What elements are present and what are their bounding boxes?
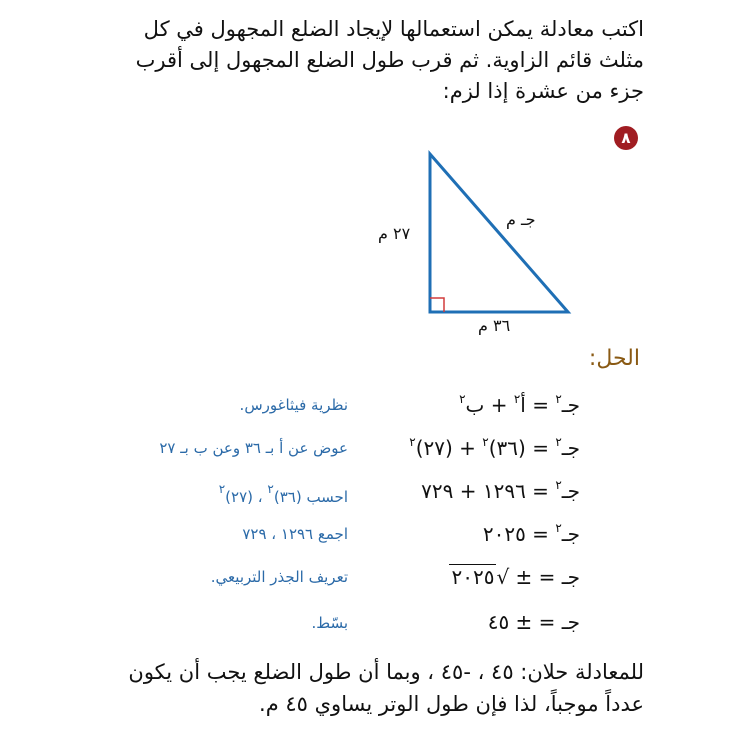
step-equation: جـ = ± ٤٥: [487, 610, 580, 634]
vertical-leg-label: ٢٧ م: [378, 224, 411, 243]
solution-step: [0, 435, 756, 465]
solution-title: الحل:: [588, 346, 640, 371]
solution-step: [0, 392, 756, 422]
exercise-number-badge: ٨: [614, 126, 638, 150]
step-equation: جـ = ± √٢٠٢٥: [451, 565, 580, 589]
step-equation: جـ$^٢$ = (٣٦)$^٢$ + (٢٧)$^٢$: [409, 435, 580, 460]
right-angle-mark-icon: [430, 298, 444, 312]
step-equation: جـ$^٢$ = ١٢٩٦ + ٧٢٩: [421, 478, 580, 503]
solution-step: [0, 610, 756, 640]
step-equation: جـ$^٢$ = ٢٠٢٥: [482, 521, 580, 546]
horizontal-leg-label: ٣٦ م: [478, 316, 511, 335]
hypotenuse-label: جـ م: [506, 210, 536, 229]
step-note: بسّط.: [311, 614, 348, 632]
exercise-prompt: اكتب معادلة يمكن استعمالها لإيجاد الضلع المجهول في كل مثلث قائم الزاوية. ثم قرب طول الضلع المجهول إلى أقرب جزء من عشرة إذا لزم:: [135, 17, 644, 103]
triangle-shape: [430, 154, 568, 312]
square-root-icon: √: [496, 565, 510, 589]
step-note: عوض عن أ بـ ٣٦ وعن ب بـ ٢٧: [159, 439, 348, 457]
step-equation: جـ$^٢$ = أ$^٢$ + ب$^٢$: [459, 392, 580, 417]
step-note: نظرية فيثاغورس.: [239, 396, 348, 414]
step-note: احسب (٣٦)$^٢$ ، (٢٧)$^٢$: [218, 482, 348, 506]
solution-step: [0, 564, 756, 594]
solution-step: [0, 521, 756, 551]
conclusion-text: للمعادلة حلان: ٤٥ ، -٤٥ ، وبما أن طول الضلع يجب أن يكون عدداً موجباً، لذا فإن طول الوتر يساوي ٤٥ م.: [128, 660, 644, 716]
radicand: ٢٠٢٥: [451, 565, 495, 589]
solution-step: [0, 478, 756, 508]
step-note: اجمع ١٢٩٦ ، ٧٢٩: [242, 525, 348, 543]
step-note: تعريف الجذر التربيعي.: [210, 568, 348, 586]
